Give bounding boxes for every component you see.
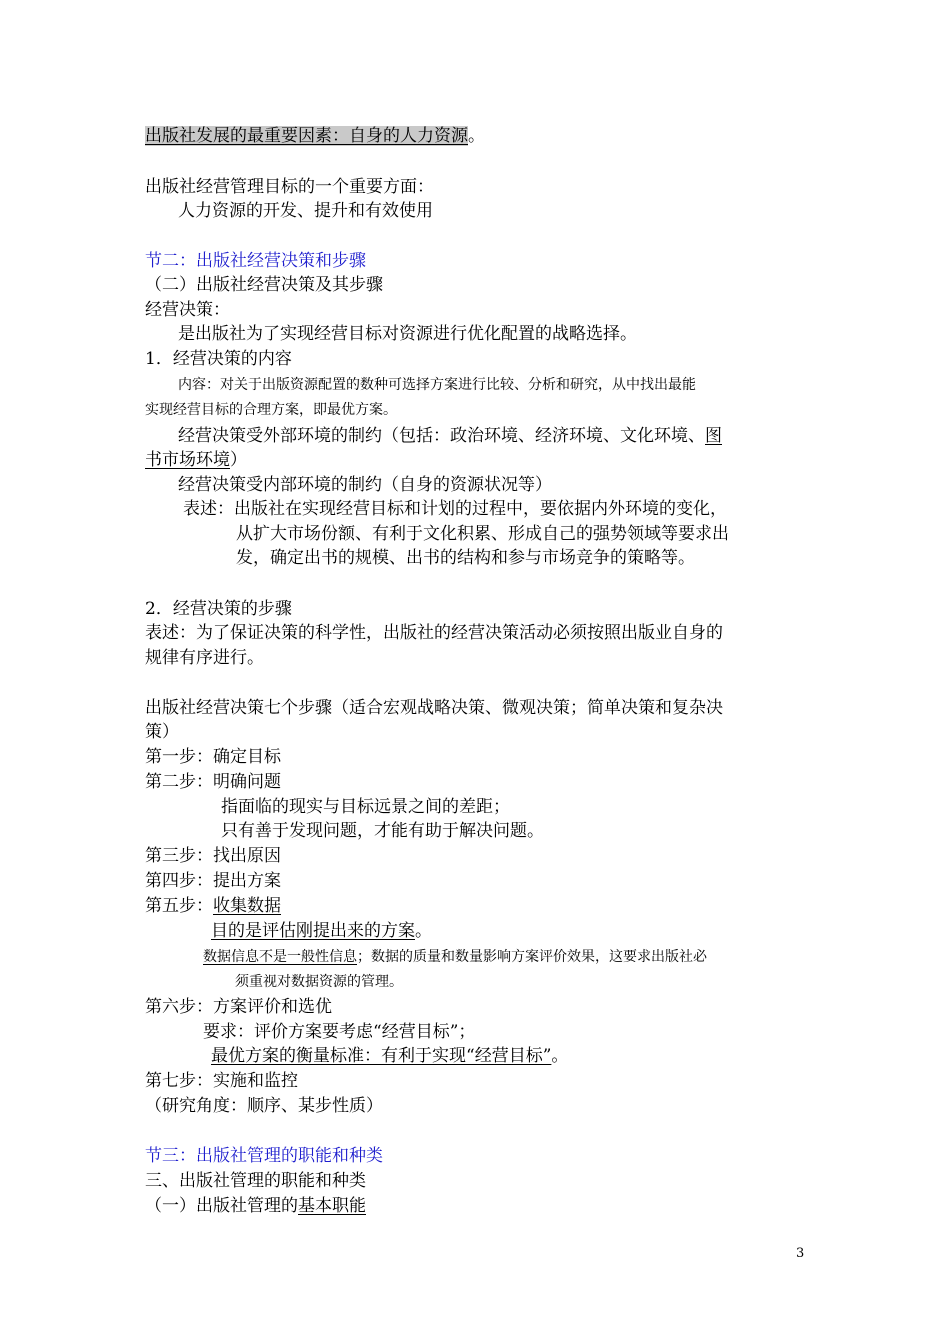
text-line: 只有善于发现问题，才能有助于解决问题。 bbox=[221, 821, 544, 841]
highlighted-text: 出版社发展的最重要因素：自身的人力资源 bbox=[145, 126, 468, 146]
underlined-text: 书市场环境 bbox=[145, 450, 230, 470]
text-line: 是出版社为了实现经营目标对资源进行优化配置的战略选择。 bbox=[178, 324, 637, 344]
underlined-text: 目的是评估刚提出来的方案 bbox=[211, 921, 415, 941]
text-line: 表述：出版社在实现经营目标和计划的过程中，要依据内外环境的变化， bbox=[183, 499, 727, 519]
subsection-heading: （一）出版社管理的基本职能 bbox=[145, 1196, 366, 1216]
text-line: 目的是评估刚提出来的方案。 bbox=[211, 921, 432, 941]
text-line: 内容：对关于出版资源配置的数种可选择方案进行比较、分析和研究，从中找出最能 bbox=[178, 377, 696, 393]
text-line: 经营决策： bbox=[145, 300, 230, 320]
numbered-heading: 1．经营决策的内容 bbox=[145, 349, 292, 369]
step-item: 第一步：确定目标 bbox=[145, 747, 281, 767]
text-line: 策） bbox=[145, 722, 179, 742]
text-line: 人力资源的开发、提升和有效使用 bbox=[178, 201, 433, 221]
step-item: 第三步：找出原因 bbox=[145, 846, 281, 866]
text-line: 发，确定出书的规模、出书的结构和参与市场竞争的策略等。 bbox=[236, 548, 695, 568]
text-line: 经营决策受内部环境的制约（自身的资源状况等） bbox=[178, 475, 552, 495]
text-line: 三、出版社管理的职能和种类 bbox=[145, 1171, 366, 1191]
underlined-text: 基本职能 bbox=[298, 1196, 366, 1216]
text-line: 指面临的现实与目标远景之间的差距； bbox=[221, 797, 510, 817]
text-line: 最优方案的衡量标准：有利于实现“经营目标”。 bbox=[211, 1046, 569, 1066]
text-line: 表述：为了保证决策的科学性，出版社的经营决策活动必须按照出版业自身的 bbox=[145, 623, 723, 643]
text-line: 须重视对数据资源的管理。 bbox=[235, 974, 403, 990]
section-heading: 节二：出版社经营决策和步骤 bbox=[145, 251, 366, 271]
step-item: 第四步：提出方案 bbox=[145, 871, 281, 891]
text-line: 要求：评价方案要考虑“经营目标”； bbox=[203, 1022, 476, 1042]
text-line: 出版社发展的最重要因素：自身的人力资源。 bbox=[145, 126, 485, 146]
subsection-heading: （二）出版社经营决策及其步骤 bbox=[145, 275, 383, 295]
step-item: 第二步：明确问题 bbox=[145, 772, 281, 792]
page-number: 3 bbox=[796, 1246, 805, 1261]
section-heading: 节三：出版社管理的职能和种类 bbox=[145, 1146, 383, 1166]
text-line: （研究角度：顺序、某步性质） bbox=[145, 1096, 383, 1116]
step-item: 第七步：实施和监控 bbox=[145, 1071, 298, 1091]
text-line: 规律有序进行。 bbox=[145, 648, 264, 668]
step-item: 第六步：方案评价和选优 bbox=[145, 997, 332, 1017]
text-line: 从扩大市场份额、有利于文化积累、形成自己的强势领域等要求出 bbox=[236, 524, 729, 544]
text-line: 出版社经营管理目标的一个重要方面： bbox=[145, 177, 434, 197]
underlined-text: 数据信息不是一般性信息 bbox=[203, 949, 357, 965]
text-line: 数据信息不是一般性信息；数据的质量和数量影响方案评价效果，这要求出版社必 bbox=[203, 949, 707, 965]
underlined-text: 收集数据 bbox=[213, 896, 281, 916]
text-line: 经营决策受外部环境的制约（包括：政治环境、经济环境、文化环境、图 bbox=[178, 426, 722, 446]
text-line: 出版社经营决策七个步骤（适合宏观战略决策、微观决策；简单决策和复杂决 bbox=[145, 698, 723, 718]
underlined-text: 图 bbox=[705, 426, 722, 446]
step-item: 第五步：收集数据 bbox=[145, 896, 281, 916]
numbered-heading: 2．经营决策的步骤 bbox=[145, 599, 292, 619]
text-line: 书市场环境） bbox=[145, 450, 247, 470]
text-line: 实现经营目标的合理方案，即最优方案。 bbox=[145, 402, 397, 418]
underlined-text: 最优方案的衡量标准：有利于实现“经营目标” bbox=[211, 1046, 552, 1066]
